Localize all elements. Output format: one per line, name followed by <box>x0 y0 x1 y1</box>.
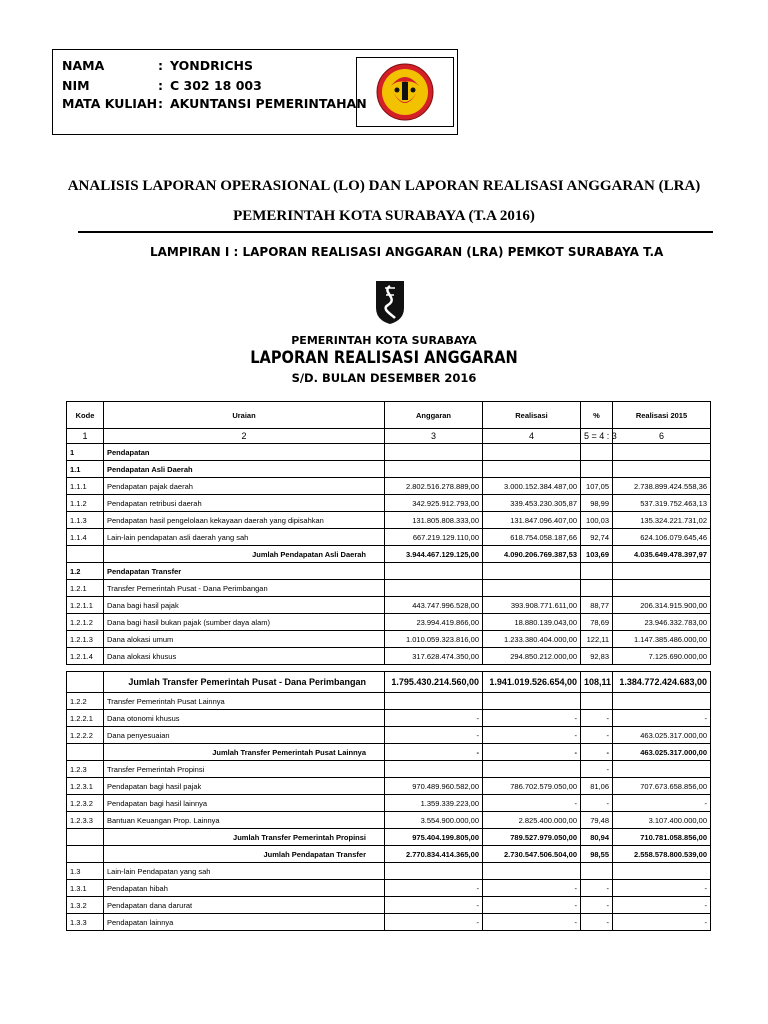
nim-label: NIM <box>62 78 90 93</box>
cell-realisasi: - <box>483 727 581 744</box>
cell-uraian: Dana bagi hasil pajak <box>104 597 385 614</box>
cell-realisasi <box>483 761 581 778</box>
table-row <box>67 563 711 580</box>
table-row <box>67 580 711 597</box>
cell-realisasi-2015: 3.107.400.000,00 <box>613 812 711 829</box>
cell-realisasi-2015: 707.673.658.856,00 <box>613 778 711 795</box>
cell-anggaran: 443.747.996.528,00 <box>385 597 483 614</box>
table-total-row <box>67 829 711 846</box>
cell-anggaran: - <box>385 880 483 897</box>
cell-realisasi-2015: - <box>613 710 711 727</box>
table-row <box>67 495 711 512</box>
cell-realisasi-2015 <box>613 461 711 478</box>
cell-realisasi-2015: 1.384.772.424.683,00 <box>613 672 711 693</box>
table-row <box>67 778 711 795</box>
cell-realisasi: 294.850.212.000,00 <box>483 648 581 665</box>
cell-anggaran <box>385 461 483 478</box>
cell-anggaran: 23.994.419.866,00 <box>385 614 483 631</box>
cell-persen <box>581 693 613 710</box>
cell-realisasi: 18.880.139.043,00 <box>483 614 581 631</box>
cell-realisasi: - <box>483 710 581 727</box>
name-row <box>62 58 253 74</box>
table-row <box>67 812 711 829</box>
cell-uraian: Lain-lain Pendapatan yang sah <box>104 863 385 880</box>
cell-anggaran <box>385 580 483 597</box>
cell-realisasi: 1.941.019.526.654,00 <box>483 672 581 693</box>
cell-kode: 1.2.1.3 <box>67 631 104 648</box>
cell-persen <box>581 863 613 880</box>
cell-uraian: Pendapatan bagi hasil pajak <box>104 778 385 795</box>
cell-kode: 1.2.3.1 <box>67 778 104 795</box>
name-value: YONDRICHS <box>170 58 253 73</box>
cell-persen <box>581 580 613 597</box>
cell-kode: 1.2.2.1 <box>67 710 104 727</box>
cell-uraian: Pendapatan dana darurat <box>104 897 385 914</box>
cell-anggaran: 317.628.474.350,00 <box>385 648 483 665</box>
cell-realisasi: - <box>483 795 581 812</box>
cell-uraian: Dana bagi hasil bukan pajak (sumber daya alam) <box>104 614 385 631</box>
cell-persen: 103,69 <box>581 546 613 563</box>
colnum-4: 4 <box>483 429 581 444</box>
cell-realisasi: 789.527.979.050,00 <box>483 829 581 846</box>
cell-uraian: Transfer Pemerintah Propinsi <box>104 761 385 778</box>
report-title: LAPORAN REALISASI ANGGARAN <box>250 348 518 368</box>
cell-anggaran: 3.944.467.129.125,00 <box>385 546 483 563</box>
cell-realisasi <box>483 863 581 880</box>
cell-uraian: Jumlah Transfer Pemerintah Pusat Lainnya <box>104 744 385 761</box>
cell-persen: - <box>581 795 613 812</box>
cell-realisasi: 393.908.771.611,00 <box>483 597 581 614</box>
report-government: PEMERINTAH KOTA SURABAYA <box>291 334 477 347</box>
cell-anggaran: 1.010.059.323.816,00 <box>385 631 483 648</box>
name-label: NAMA <box>62 58 105 73</box>
cell-realisasi-2015: 206.314.915.900,00 <box>613 597 711 614</box>
cell-anggaran <box>385 444 483 461</box>
cell-uraian: Transfer Pemerintah Pusat Lainnya <box>104 693 385 710</box>
cell-kode: 1.2.3 <box>67 761 104 778</box>
table-row <box>67 795 711 812</box>
header-realisasi-2015: Realisasi 2015 <box>613 402 711 429</box>
cell-realisasi-2015: - <box>613 880 711 897</box>
cell-kode: 1.2.1.2 <box>67 614 104 631</box>
table-header-row <box>67 402 711 429</box>
course-value: AKUNTANSI PEMERINTAHAN <box>170 96 367 111</box>
cell-uraian: Jumlah Pendapatan Transfer <box>104 846 385 863</box>
table-total-row <box>67 846 711 863</box>
cell-realisasi: - <box>483 897 581 914</box>
cell-realisasi-2015: 537.319.752.463,13 <box>613 495 711 512</box>
table-row <box>67 727 711 744</box>
cell-realisasi-2015: - <box>613 914 711 931</box>
cell-kode: 1.2.1.4 <box>67 648 104 665</box>
cell-realisasi-2015: 2.738.899.424.558,36 <box>613 478 711 495</box>
cell-kode: 1.2.3.2 <box>67 795 104 812</box>
cell-persen: - <box>581 897 613 914</box>
cell-uraian: Pendapatan Asli Daerah <box>104 461 385 478</box>
cell-anggaran <box>385 563 483 580</box>
cell-persen: 100,03 <box>581 512 613 529</box>
cell-uraian: Dana alokasi khusus <box>104 648 385 665</box>
cell-persen <box>581 563 613 580</box>
table-row <box>67 444 711 461</box>
cell-uraian: Lain-lain pendapatan asli daerah yang sah <box>104 529 385 546</box>
cell-kode: 1.2.2 <box>67 693 104 710</box>
appendix-heading: LAMPIRAN I : LAPORAN REALISASI ANGGARAN (LRA) PEMKOT SURABAYA T.A <box>150 245 664 259</box>
header-kode: Kode <box>67 402 104 429</box>
nim-row <box>62 78 262 94</box>
table-total-row <box>67 672 711 693</box>
cell-anggaran: - <box>385 710 483 727</box>
cell-uraian: Dana otonomi khusus <box>104 710 385 727</box>
cell-uraian: Jumlah Transfer Pemerintah Propinsi <box>104 829 385 846</box>
cell-persen: 81,06 <box>581 778 613 795</box>
cell-realisasi: - <box>483 744 581 761</box>
cell-uraian: Dana alokasi umum <box>104 631 385 648</box>
table-row <box>67 614 711 631</box>
course-separator: : <box>158 96 163 111</box>
cell-kode: 1.1 <box>67 461 104 478</box>
cell-uraian: Pendapatan pajak daerah <box>104 478 385 495</box>
cell-realisasi <box>483 580 581 597</box>
table-row <box>67 631 711 648</box>
cell-realisasi-2015 <box>613 863 711 880</box>
cell-realisasi: - <box>483 880 581 897</box>
cell-uraian: Jumlah Transfer Pemerintah Pusat - Dana Perimbangan <box>104 672 385 693</box>
cell-kode: 1.2 <box>67 563 104 580</box>
surabaya-emblem-icon <box>373 278 407 326</box>
cell-realisasi <box>483 563 581 580</box>
cell-realisasi-2015: 4.035.649.478.397,97 <box>613 546 711 563</box>
budget-realization-table <box>66 401 711 931</box>
table-row <box>67 597 711 614</box>
table-row <box>67 648 711 665</box>
student-info-box <box>52 49 458 135</box>
table-row <box>67 461 711 478</box>
nim-value: C 302 18 003 <box>170 78 262 93</box>
university-logo <box>356 57 454 127</box>
cell-realisasi-2015: - <box>613 897 711 914</box>
cell-kode <box>67 672 104 693</box>
cell-anggaran: 1.795.430.214.560,00 <box>385 672 483 693</box>
cell-kode: 1 <box>67 444 104 461</box>
cell-persen: 122,11 <box>581 631 613 648</box>
cell-realisasi-2015: 463.025.317.000,00 <box>613 727 711 744</box>
cell-realisasi: 2.825.400.000,00 <box>483 812 581 829</box>
table-row <box>67 478 711 495</box>
table-total-row <box>67 546 711 563</box>
cell-uraian: Pendapatan retribusi daerah <box>104 495 385 512</box>
cell-persen: - <box>581 761 613 778</box>
cell-uraian: Jumlah Pendapatan Asli Daerah <box>104 546 385 563</box>
cell-kode: 1.1.3 <box>67 512 104 529</box>
colnum-5: 5 = 4 : 3 <box>581 429 613 444</box>
surabaya-emblem <box>373 278 407 326</box>
cell-uraian: Pendapatan Transfer <box>104 563 385 580</box>
cell-kode <box>67 744 104 761</box>
cell-persen: - <box>581 710 613 727</box>
cell-kode: 1.1.4 <box>67 529 104 546</box>
cell-persen: 92,74 <box>581 529 613 546</box>
cell-realisasi: - <box>483 914 581 931</box>
cell-kode: 1.2.1 <box>67 580 104 597</box>
cell-anggaran: 970.489.960.582,00 <box>385 778 483 795</box>
cell-realisasi-2015 <box>613 563 711 580</box>
cell-persen <box>581 461 613 478</box>
cell-uraian: Pendapatan bagi hasil lainnya <box>104 795 385 812</box>
cell-anggaran <box>385 863 483 880</box>
header-uraian: Uraian <box>104 402 385 429</box>
cell-persen: - <box>581 744 613 761</box>
table-row <box>67 710 711 727</box>
cell-realisasi-2015: 7.125.690.000,00 <box>613 648 711 665</box>
header-realisasi: Realisasi <box>483 402 581 429</box>
cell-persen: 98,55 <box>581 846 613 863</box>
table-row <box>67 880 711 897</box>
cell-persen: 108,11 <box>581 672 613 693</box>
cell-anggaran: - <box>385 914 483 931</box>
colnum-3: 3 <box>385 429 483 444</box>
report-period: S/D. BULAN DESEMBER 2016 <box>291 371 477 385</box>
cell-persen: 98,99 <box>581 495 613 512</box>
cell-persen: 80,94 <box>581 829 613 846</box>
cell-realisasi: 339.453.230.305,87 <box>483 495 581 512</box>
table-row <box>67 863 711 880</box>
cell-realisasi-2015: - <box>613 795 711 812</box>
cell-realisasi: 2.730.547.506.504,00 <box>483 846 581 863</box>
colnum-1: 1 <box>67 429 104 444</box>
cell-persen: - <box>581 727 613 744</box>
course-row <box>62 96 367 112</box>
cell-kode: 1.3.3 <box>67 914 104 931</box>
cell-realisasi-2015: 463.025.317.000,00 <box>613 744 711 761</box>
cell-kode: 1.2.1.1 <box>67 597 104 614</box>
cell-realisasi <box>483 444 581 461</box>
cell-realisasi-2015: 2.558.578.800.539,00 <box>613 846 711 863</box>
cell-anggaran: - <box>385 897 483 914</box>
cell-realisasi <box>483 461 581 478</box>
table-row <box>67 693 711 710</box>
cell-uraian: Pendapatan <box>104 444 385 461</box>
colnum-2: 2 <box>104 429 385 444</box>
cell-realisasi: 786.702.579.050,00 <box>483 778 581 795</box>
cell-persen: - <box>581 914 613 931</box>
cell-kode: 1.3.1 <box>67 880 104 897</box>
cell-uraian: Pendapatan hasil pengelolaan kekayaan daerah yang dipisahkan <box>104 512 385 529</box>
colnum-6: 6 <box>613 429 711 444</box>
university-logo-icon <box>357 58 453 126</box>
cell-realisasi <box>483 693 581 710</box>
cell-realisasi: 4.090.206.769.387,53 <box>483 546 581 563</box>
cell-anggaran: 975.404.199.805,00 <box>385 829 483 846</box>
cell-kode <box>67 846 104 863</box>
table-total-row <box>67 744 711 761</box>
cell-realisasi-2015: 135.324.221.731,02 <box>613 512 711 529</box>
header-persen: % <box>581 402 613 429</box>
cell-realisasi-2015 <box>613 693 711 710</box>
cell-anggaran <box>385 761 483 778</box>
cell-uraian: Bantuan Keuangan Prop. Lainnya <box>104 812 385 829</box>
cell-anggaran: 667.219.129.110,00 <box>385 529 483 546</box>
table-row <box>67 529 711 546</box>
cell-anggaran: 2.802.516.278.889,00 <box>385 478 483 495</box>
cell-realisasi-2015 <box>613 444 711 461</box>
cell-persen: 88,77 <box>581 597 613 614</box>
table-row <box>67 897 711 914</box>
cell-kode <box>67 829 104 846</box>
cell-persen <box>581 444 613 461</box>
cell-realisasi: 131.847.096.407,00 <box>483 512 581 529</box>
cell-persen: 92,83 <box>581 648 613 665</box>
cell-realisasi-2015: 23.946.332.783,00 <box>613 614 711 631</box>
header-anggaran: Anggaran <box>385 402 483 429</box>
course-label: MATA KULIAH <box>62 96 158 111</box>
table-column-number-row <box>67 429 711 444</box>
table-row <box>67 761 711 778</box>
cell-realisasi: 618.754.058.187,66 <box>483 529 581 546</box>
cell-realisasi: 3.000.152.384.487,00 <box>483 478 581 495</box>
cell-anggaran: 342.925.912.793,00 <box>385 495 483 512</box>
cell-kode: 1.2.3.3 <box>67 812 104 829</box>
cell-kode: 1.1.2 <box>67 495 104 512</box>
cell-realisasi-2015: 710.781.058.856,00 <box>613 829 711 846</box>
name-separator: : <box>158 58 163 73</box>
cell-anggaran: 1.359.339.223,00 <box>385 795 483 812</box>
cell-persen: 78,69 <box>581 614 613 631</box>
nim-separator: : <box>158 78 163 93</box>
cell-uraian: Pendapatan hibah <box>104 880 385 897</box>
cell-uraian: Dana penyesuaian <box>104 727 385 744</box>
table-row <box>67 512 711 529</box>
cell-persen: - <box>581 880 613 897</box>
table-gap-row <box>67 665 711 672</box>
cell-kode: 1.3 <box>67 863 104 880</box>
cell-anggaran: - <box>385 727 483 744</box>
document-title-line2: PEMERINTAH KOTA SURABAYA (T.A 2016) <box>233 208 535 224</box>
cell-realisasi: 1.233.380.404.000,00 <box>483 631 581 648</box>
cell-anggaran: 2.770.834.414.365,00 <box>385 846 483 863</box>
cell-kode: 1.3.2 <box>67 897 104 914</box>
document-title-line1: ANALISIS LAPORAN OPERASIONAL (LO) DAN LAPORAN REALISASI ANGGARAN (LRA) <box>67 178 701 194</box>
cell-anggaran <box>385 693 483 710</box>
table-row <box>67 914 711 931</box>
cell-anggaran: - <box>385 744 483 761</box>
cell-realisasi-2015 <box>613 580 711 597</box>
cell-persen: 79,48 <box>581 812 613 829</box>
cell-realisasi-2015: 1.147.385.486.000,00 <box>613 631 711 648</box>
cell-anggaran: 131.805.808.333,00 <box>385 512 483 529</box>
cell-anggaran: 3.554.900.000,00 <box>385 812 483 829</box>
cell-persen: 107,05 <box>581 478 613 495</box>
title-divider <box>78 231 713 233</box>
cell-realisasi-2015: 624.106.079.645,46 <box>613 529 711 546</box>
table-gap-cell <box>67 665 711 672</box>
cell-kode: 1.1.1 <box>67 478 104 495</box>
cell-kode: 1.2.2.2 <box>67 727 104 744</box>
cell-kode <box>67 546 104 563</box>
cell-uraian: Pendapatan lainnya <box>104 914 385 931</box>
cell-realisasi-2015 <box>613 761 711 778</box>
cell-uraian: Transfer Pemerintah Pusat - Dana Perimbangan <box>104 580 385 597</box>
